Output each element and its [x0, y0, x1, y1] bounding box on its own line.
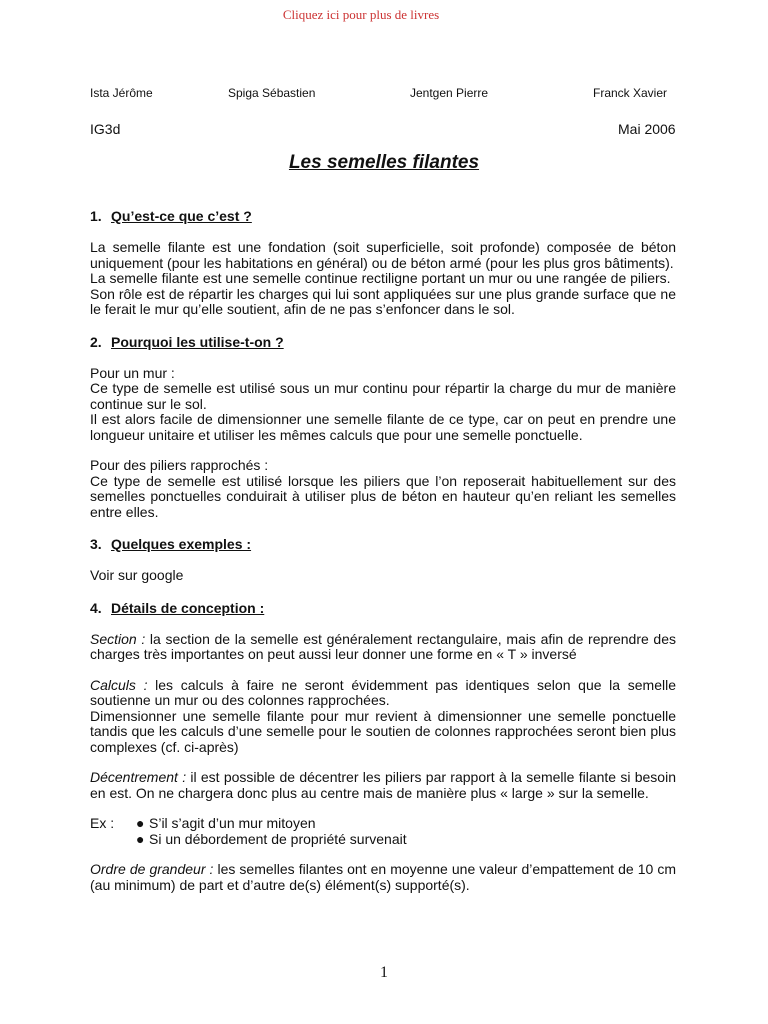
paragraph: La semelle filante est une fondation (soit superficielle, soit profonde) composée de béton uniquement (pour les habitations en général) ou de béton armé (pour les plus gros bâtiments). — [90, 239, 676, 271]
term-text: les calculs à faire ne seront évidemment pas identiques selon que la semelle soutienne un mur ou des colonnes rapprochées. — [90, 676, 676, 708]
examples-block — [90, 816, 676, 847]
term-text: les semelles filantes ont en moyenne une valeur d’empattement de 10 cm (au minimum) de part et d’autre de(s) élément(s) supporté(s). — [90, 861, 677, 893]
document-date: Mai 2006 — [618, 121, 676, 137]
section-number: 2. — [90, 333, 102, 350]
paragraph: Dimensionner une semelle filante pour mur revient à dimensionner une semelle ponctuelle tandis que les calculs d’une semelle pour le soutien de colonnes rapprochées seront bien plus complexes (cf. ci-après) — [90, 707, 676, 755]
paragraph: La semelle filante est une semelle continue rectiligne portant un mur ou une rangée de piliers. — [90, 270, 671, 286]
section-label: Détails de conception : — [111, 599, 265, 616]
term-label: Ordre de grandeur : — [90, 861, 214, 877]
page-number: 1 — [380, 964, 388, 981]
list-item-text: S’il s’agit d’un mur mitoyen — [149, 815, 316, 831]
term-label: Décentrement : — [90, 769, 187, 785]
paragraph: Il est alors facile de dimensionner une semelle filante de ce type, car on peut en prendre une longueur unitaire et utiliser les mêmes calculs que pour une semelle ponctuelle. — [90, 411, 676, 443]
paragraph: Pour un mur : — [90, 364, 175, 381]
list-item — [136, 816, 407, 832]
list-item-text: Si un débordement de propriété survenait — [149, 830, 407, 847]
term-label: Calculs : — [90, 676, 148, 693]
author-2: Spiga Sébastien — [228, 86, 316, 100]
paragraph-section — [90, 632, 676, 663]
bullet-icon: ● — [136, 830, 145, 847]
author-4: Franck Xavier — [593, 86, 668, 100]
list-item — [136, 832, 407, 848]
paragraph: Pour des piliers rapprochés : — [90, 457, 269, 473]
examples-list — [136, 816, 407, 847]
section-4-heading — [90, 600, 676, 616]
paragraph: Son rôle est de répartir les charges qui lui sont appliquées sur une plus grande surface que ne le ferait le mur qu’elle soutient, afin de ne pas s’enfoncer dans le sol. — [90, 285, 676, 317]
section-label: Pourquoi les utilise-t-on ? — [111, 333, 284, 350]
bullet-icon: ● — [136, 815, 145, 831]
section-label: Quelques exemples : — [111, 536, 252, 552]
term-text: il est possible de décentrer les piliers par rapport à la semelle filante si besoin en est. On ne chargera donc plus au centre mais de manière plus « large » sur la semelle. — [90, 769, 676, 801]
section-number: 4. — [90, 599, 102, 616]
section-number: 1. — [90, 208, 102, 224]
term-text: la section de la semelle est généralement rectangulaire, mais afin de reprendre des charges très importantes on peut aussi leur donner une forme en « T » inversé — [90, 630, 677, 662]
section-1-heading — [90, 208, 676, 224]
class-code: IG3d — [90, 121, 121, 137]
paragraph: Ce type de semelle est utilisé sous un mur continu pour répartir la charge du mur de manière continue sur le sol. — [90, 380, 676, 412]
paragraph-ordre — [90, 862, 676, 893]
paragraph: Ce type de semelle est utilisé lorsque les piliers que l’on reposerait habituellement sur des semelles ponctuelles conduirait à utiliser plus de béton en hauteur qu’en reliant les semelles entre elles. — [90, 472, 676, 520]
section-label: Qu’est-ce que c’est ? — [111, 208, 252, 224]
paragraph-decentrement — [90, 770, 676, 801]
paragraph: Voir sur google — [90, 567, 184, 583]
author-3: Jentgen Pierre — [410, 86, 489, 100]
author-1: Ista Jérôme — [90, 86, 153, 100]
document-body — [90, 208, 676, 893]
paragraph-calculs — [90, 678, 676, 709]
section-3-heading — [90, 536, 676, 552]
examples-label: Ex : — [90, 815, 115, 831]
section-number: 3. — [90, 536, 102, 552]
section-2-heading — [90, 334, 676, 350]
page-title: Les semelles filantes — [288, 152, 480, 173]
term-label: Section : — [90, 630, 146, 647]
more-books-link[interactable]: Cliquez ici pour plus de livres — [282, 7, 440, 22]
